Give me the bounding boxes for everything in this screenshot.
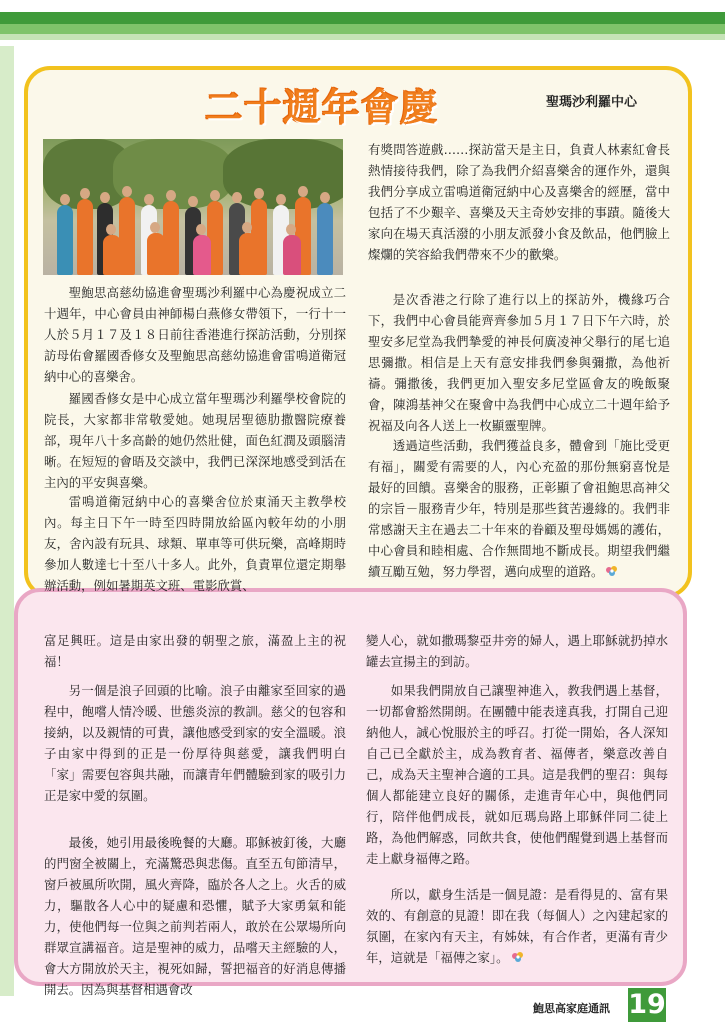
bottom-right-paragraph-2: 如果我們開放自己讓聖神進入，教我們遇上基督，一切都會豁然開朗。在團體中能表達真我，打開自己迎納他人，誠心悅服於主的呼召。打從一開始，各人深知自己已全獻於主，成為教育者、福傳者，樂意改善自己，成為天主聖神合適的工具。這是我們的聖召：與每個人都能建立良好的關係，走進青年心中，與他們同行，陪伴他們成長，就如厄瑪烏路上耶穌伴同二徒上路，為他們解惑，同飲共食，使他們醒覺到遇上基督而走上獻身福傳之路。 — [366, 683, 668, 866]
banner-stripe — [0, 34, 725, 40]
flower-icon — [605, 565, 619, 577]
group-photo — [43, 139, 343, 275]
flower-icon — [511, 951, 525, 963]
top-left-paragraph-1: 聖鮑思高慈幼協進會聖瑪沙利羅中心為慶祝成立二十週年，中心會員由神師楊白燕修女帶領下，一行十一人於５月１７及１８日前往香港進行探訪活動，分別探訪母佑會羅國香修女及聖鮑思高慈幼協進會雷鳴道衛冠納中心的喜樂舍。 — [44, 285, 346, 384]
bottom-right-paragraph-3 — [366, 884, 668, 968]
left-margin-band — [0, 46, 14, 996]
photo-person — [317, 203, 333, 275]
top-right-paragraph-1: 有獎問答遊戲……探訪當天是主日，負責人林素紅會長熱情接待我們，除了為我們介紹喜樂舍的運作外，還與我們分享成立雷鳴道衛冠納中心及喜樂舍的經歷，當中包括了不少艱辛、喜樂及天主奇妙安排的事蹟。隨後大家向在場天真活潑的小朋友派發小食及飲品，他們臉上燦爛的笑容給我們帶來不少的歡樂。 — [368, 142, 670, 262]
photo-person — [57, 205, 73, 275]
photo-person — [119, 197, 135, 275]
photo-person — [193, 235, 211, 275]
bottom-left-paragraph-2: 另一個是浪子回頭的比喻。浪子由離家至回家的過程中，飽嚐人情冷暖、世態炎涼的教訓。慈父的包容和接納，以及親情的可貴，讓他感受到家的安全溫暖。浪子由家中得到的正是一份厚待與慈愛，讓我們明白「家」需要包容與共融，而讓青年們體驗到家的吸引力正是家中愛的氛圍。 — [44, 683, 346, 803]
photo-person — [163, 201, 179, 275]
page-number: 19 — [628, 989, 666, 1020]
article-title: 二十週年會慶 — [205, 85, 439, 129]
top-left-paragraph-3: 雷鳴道衛冠納中心的喜樂舍位於東涌天主教學校內。每主日下午一時至四時開放給區內較年幼的小朋友，舍內設有玩具、球類、單車等可供玩樂，高峰期時參加人數達七十至八十多人。此外，負責單位還定期舉辦活動，例如暑期英文班、電影欣賞、 — [44, 494, 346, 593]
footer-publication-name: 鮑思高家庭通訊 — [533, 1002, 610, 1015]
top-left-paragraph-2: 羅國香修女是中心成立當年聖瑪沙利羅學校會院的院長，大家都非常敬愛她。她現居聖德肋撒醫院療養部，現年八十多高齡的她仍然壯健，面色紅潤及頭腦清晰。在短短的會晤及交談中，我們已深深地感受到活在主內的平安與喜樂。 — [44, 391, 346, 490]
bottom-left-paragraph-1: 富足興旺。這是由家出發的朝聖之旅，滿盈上主的祝福！ — [44, 633, 346, 669]
bottom-right-paragraph-1: 變人心，就如撒瑪黎亞井旁的婦人，遇上耶穌就扔掉水罐去宣揚主的到訪。 — [366, 633, 668, 669]
bottom-left-paragraph-3: 最後，她引用最後晚餐的大廳。耶穌被釘後，大廳的門窗全被關上，充滿驚恐與悲傷。直至五旬節清早，窗戶被風所吹開，風火齊降，臨於各人之上。火舌的威力，驅散各人心中的疑慮和恐懼，賦予大家勇氣和能力，使他們每一位與之前判若兩人，敢於在公眾場所向群眾宣講福音。這是聖神的威力，品嚐天主經驗的人，會大方開放於天主，視死如歸，誓把福音的好消息傳播開去。因為與基督相遇會改 — [44, 835, 346, 997]
photo-person — [103, 235, 121, 275]
top-right-paragraph-2: 是次香港之行除了進行以上的探訪外，機緣巧合下，我們中心會員能齊齊參加５月１７日下午六時，於聖安多尼堂為我們摯愛的神長何廣凌神父舉行的尾七追思彌撒。相信是上天有意安排我們參與彌撒，為他祈禱。彌撒後，我們更加入聖安多尼堂區會友的晚飯聚會，陳鴻基神父在聚會中為我們中心成立二十週年給予祝福及向各人送上一枚顯靈聖牌。 — [368, 292, 670, 433]
article-author: 聖瑪沙利羅中心 — [546, 95, 638, 110]
photo-person — [147, 233, 165, 275]
photo-person — [239, 233, 257, 275]
banner-stripe — [0, 24, 725, 34]
photo-person — [283, 235, 301, 275]
top-right-paragraph-3-text: 透過這些活動，我們獲益良多，體會到「施比受更有福」，關愛有需要的人，內心充盈的那份無窮喜悅是最好的回饋。喜樂舍的服務，正彰顯了會祖鮑思高神父的宗旨－服務青少年，特別是那些貧苦邊緣的。我們非常感謝天主在過去二十年來的眷顧及聖母媽媽的護佑，中心會員和睦相處、合作無間地不斷成長。期望我們繼續互勵互勉，努力學習，邁向成聖的道路。 — [368, 438, 670, 579]
banner-stripe — [0, 12, 725, 24]
top-banner — [0, 0, 725, 46]
top-right-paragraph-3 — [368, 435, 670, 582]
bottom-right-paragraph-3-text: 所以，獻身生活是一個見證：是看得見的、富有果效的、有創意的見證！即在我（每個人）之內建起家的氛圍，在家內有天主，有姊妹，有合作者，更滿有青少年，這就是「福傳之家」。 — [366, 887, 668, 965]
photo-person — [77, 199, 93, 275]
